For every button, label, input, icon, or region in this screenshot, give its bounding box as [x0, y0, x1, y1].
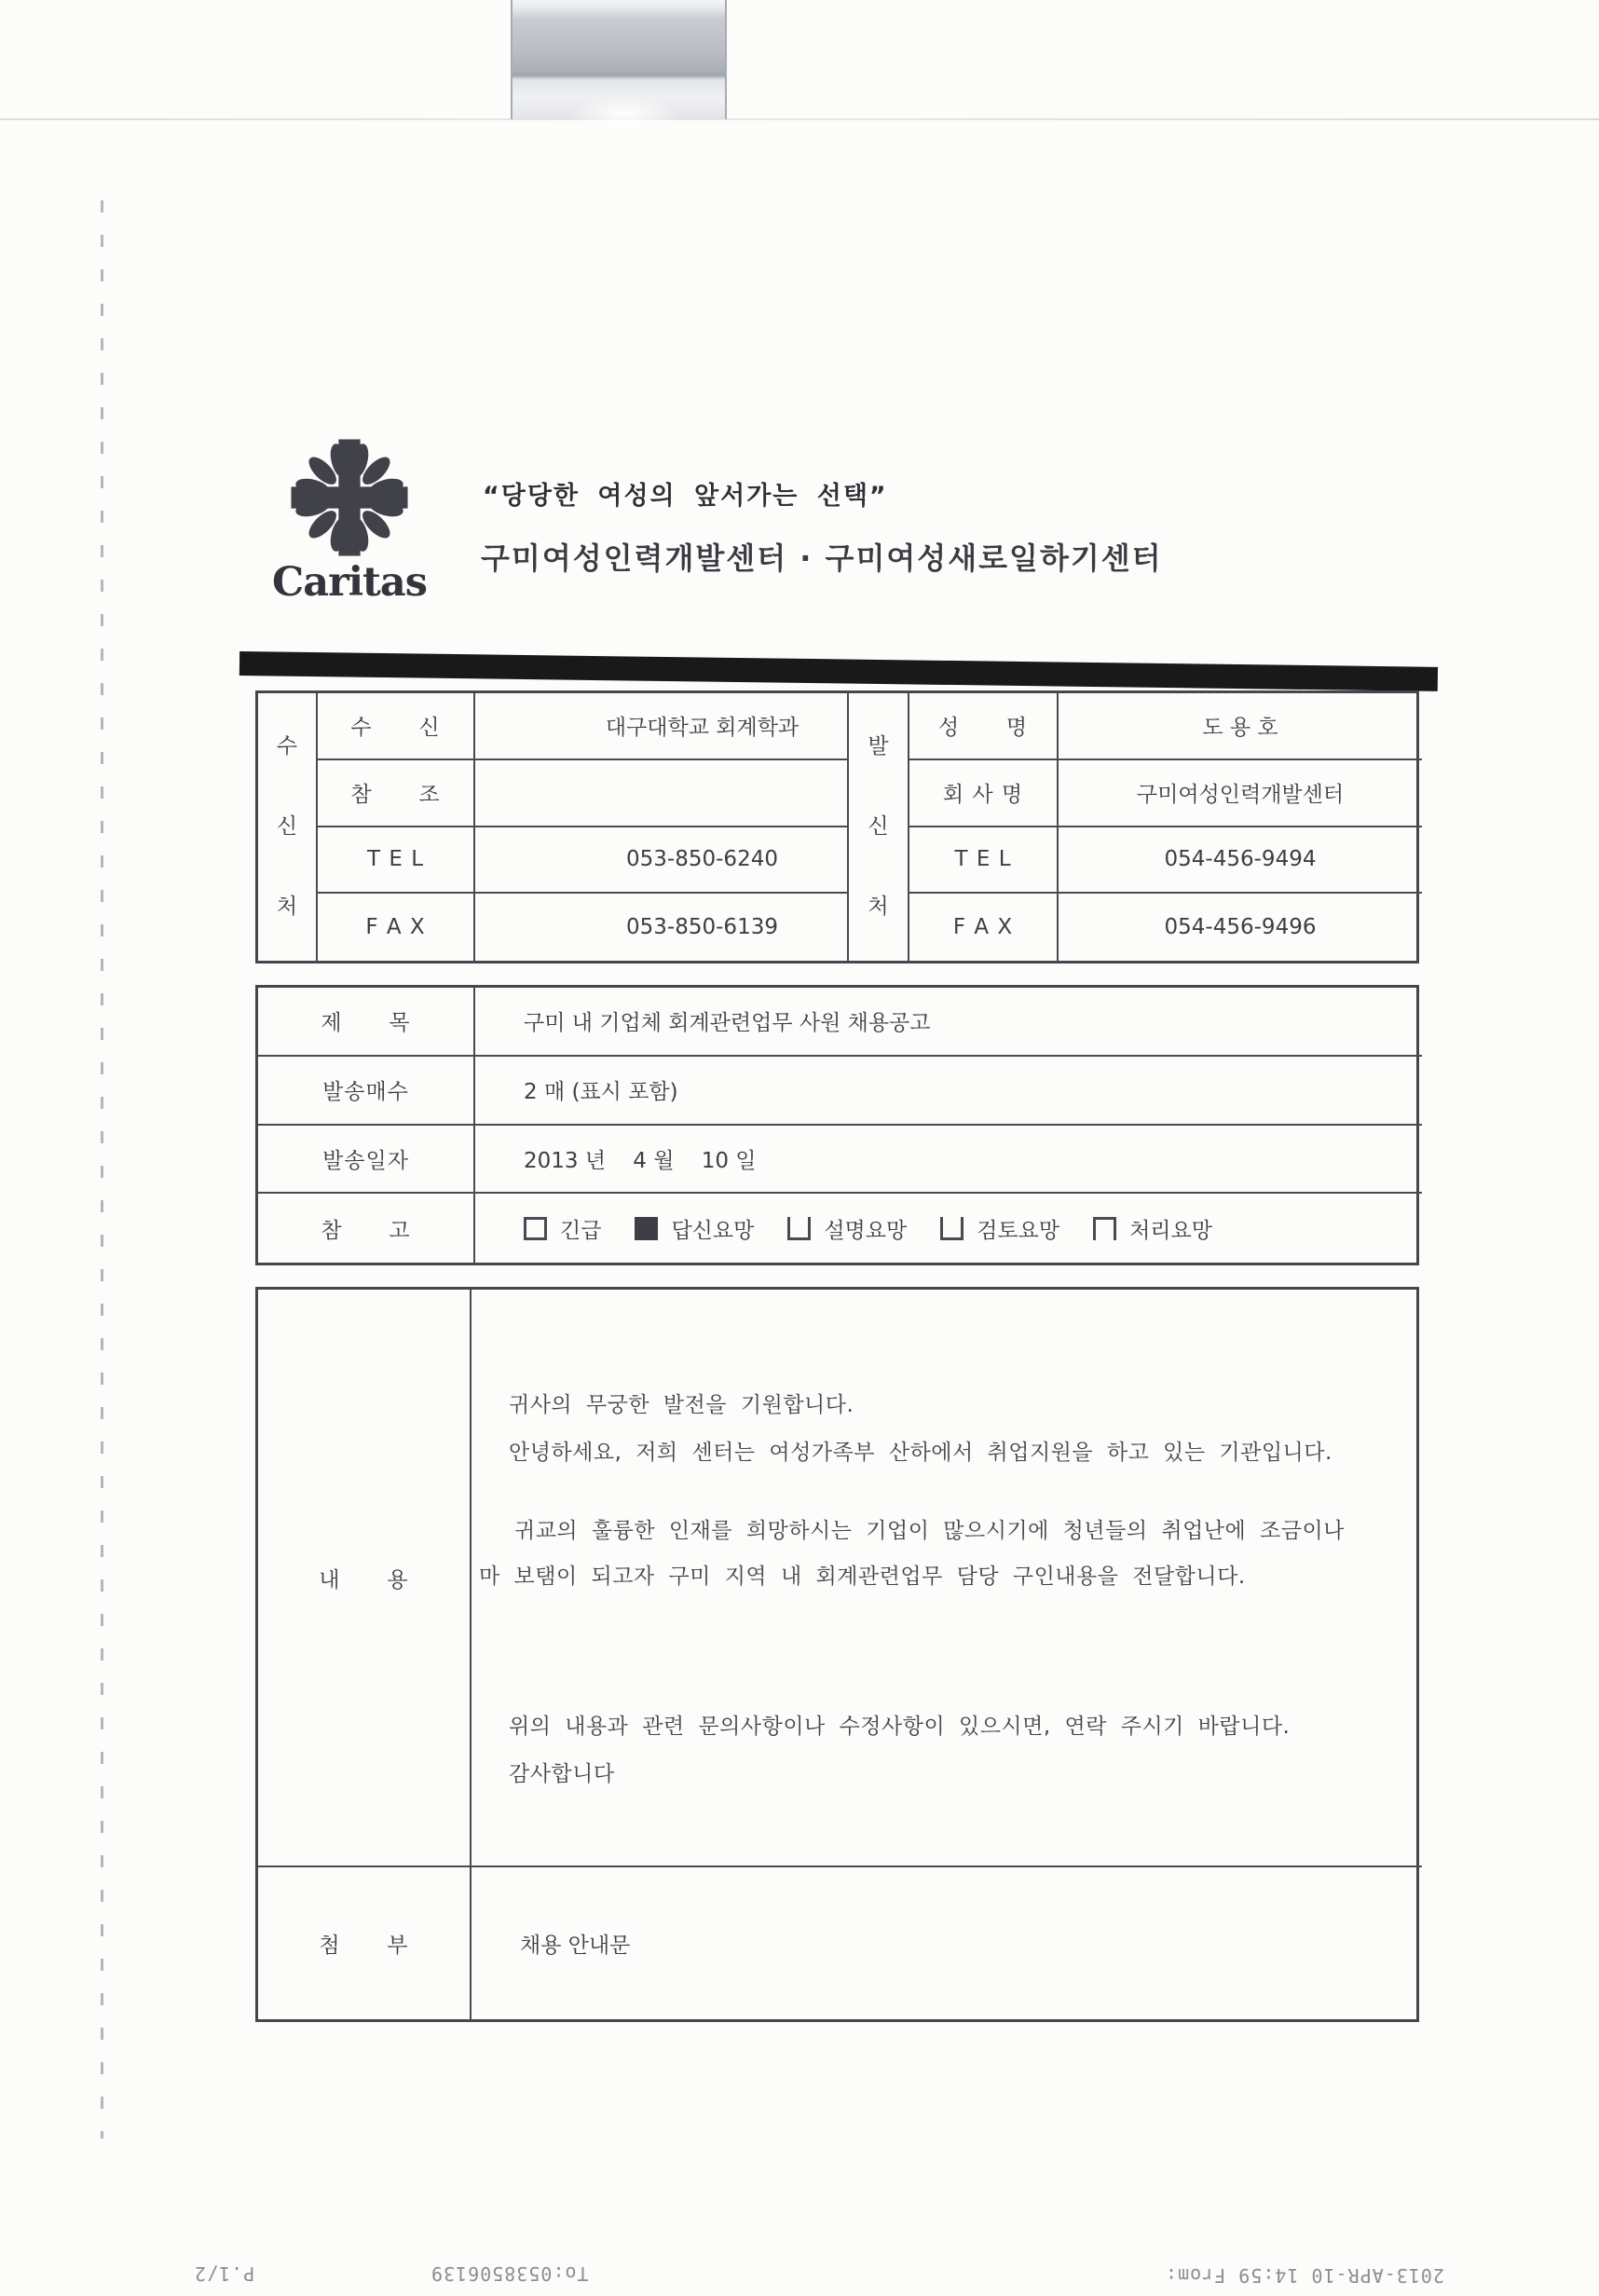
attachment-value: 채용 안내문 [520, 1934, 631, 1958]
option-review-requested [940, 1213, 1059, 1244]
fax-footer-page-indicator: P.1/2 [194, 2262, 255, 2285]
receiver-fax-value: 053-850-6139 [475, 894, 849, 961]
caritas-logo [270, 438, 429, 606]
receiver-to-value: 대구대학교 회계학과 [475, 693, 849, 760]
option-label: 답신요망 [671, 1218, 755, 1243]
fax-routing-table [255, 690, 1419, 964]
fax-footer-datetime: 2013-APR-10 14:59 From: [1165, 2264, 1444, 2287]
send-date-label: 발송일자 [258, 1126, 475, 1195]
option-label: 처리요망 [1129, 1218, 1212, 1243]
checkbox-icon [635, 1217, 658, 1240]
reference-label: 참 고 [258, 1194, 475, 1263]
content-cell [472, 1290, 1422, 1867]
attachment-label: 첨 부 [258, 1867, 472, 2019]
option-label: 검토요망 [977, 1218, 1060, 1243]
header-divider-bar [239, 651, 1438, 691]
slogan-text: “당당한 여성의 앞서가는 선택” [483, 482, 888, 511]
option-label: 긴급 [560, 1218, 602, 1243]
paper-fold-line-artifact [101, 200, 103, 2139]
option-reply-requested [635, 1213, 754, 1244]
scanner-tab-artifact [511, 0, 727, 119]
sender-name-value: 도 용 호 [1059, 693, 1422, 760]
fax-body-table [255, 1287, 1419, 2022]
sender-tel-value: 054-456-9494 [1059, 827, 1422, 895]
checkbox-icon [940, 1217, 964, 1240]
content-line: 귀사의 무궁한 발전을 기원합니다. [509, 1393, 854, 1417]
sender-group-label: 발 신 처 [849, 693, 909, 961]
content-line: 귀교의 훌륭한 인재를 희망하시는 기업이 많으시기에 청년들의 취업난에 조금이나 [514, 1519, 1345, 1543]
sender-fax-label: F A X [909, 894, 1059, 961]
option-explanation-requested [787, 1213, 907, 1244]
option-urgent [524, 1213, 601, 1244]
receiver-fax-label: F A X [318, 894, 475, 961]
content-line: 안녕하세요, 저희 센터는 여성가족부 산하에서 취업지원을 하고 있는 기관입니다. [509, 1441, 1332, 1465]
checkbox-icon [524, 1217, 547, 1240]
receiver-tel-value: 053-850-6240 [475, 827, 849, 895]
option-handling-requested [1093, 1213, 1212, 1244]
checkbox-icon [1093, 1217, 1116, 1240]
sender-company-label: 회 사 명 [909, 760, 1059, 827]
reference-options [475, 1194, 1422, 1263]
subject-label: 제 목 [258, 988, 475, 1057]
content-line: 마 보탬이 되고자 구미 지역 내 회계관련업무 담당 구인내용을 전달합니다. [479, 1565, 1246, 1589]
receiver-cc-label: 참 조 [318, 760, 475, 827]
sender-fax-value: 054-456-9496 [1164, 915, 1317, 940]
receiver-to-label: 수 신 [318, 693, 475, 760]
option-label: 설명요망 [824, 1218, 908, 1243]
send-date-value: 2013 년 4 월 10 일 [475, 1126, 1422, 1195]
fax-footer-to-number: To:0538506139 [430, 2262, 589, 2285]
content-line: 위의 내용과 관련 문의사항이나 수정사항이 있으시면, 연락 주시기 바랍니다. [509, 1715, 1291, 1739]
fax-meta-table [255, 985, 1419, 1265]
subject-value: 구미 내 기업체 회계관련업무 사원 채용공고 [475, 988, 1422, 1057]
receiver-group-label: 수 신 처 [258, 693, 318, 961]
paper-top-edge [0, 118, 1599, 120]
content-label: 내 용 [258, 1290, 472, 1867]
content-line: 감사합니다 [509, 1762, 615, 1786]
caritas-logo-text: Caritas [271, 559, 427, 606]
caritas-cross-icon [279, 438, 420, 557]
checkbox-icon [787, 1217, 811, 1240]
receiver-cc-value [475, 760, 849, 827]
receiver-tel-label: T E L [318, 827, 475, 895]
pages-label: 발송매수 [258, 1057, 475, 1126]
sender-tel-label: T E L [909, 827, 1059, 895]
sender-name-label: 성 명 [909, 693, 1059, 760]
sender-company-value: 구미여성인력개발센터 [1059, 760, 1422, 827]
pages-value: 2 매 (표시 포함) [475, 1057, 1422, 1126]
org-names-text: 구미여성인력개발센터 · 구미여성새로일하기센터 [481, 540, 1163, 576]
